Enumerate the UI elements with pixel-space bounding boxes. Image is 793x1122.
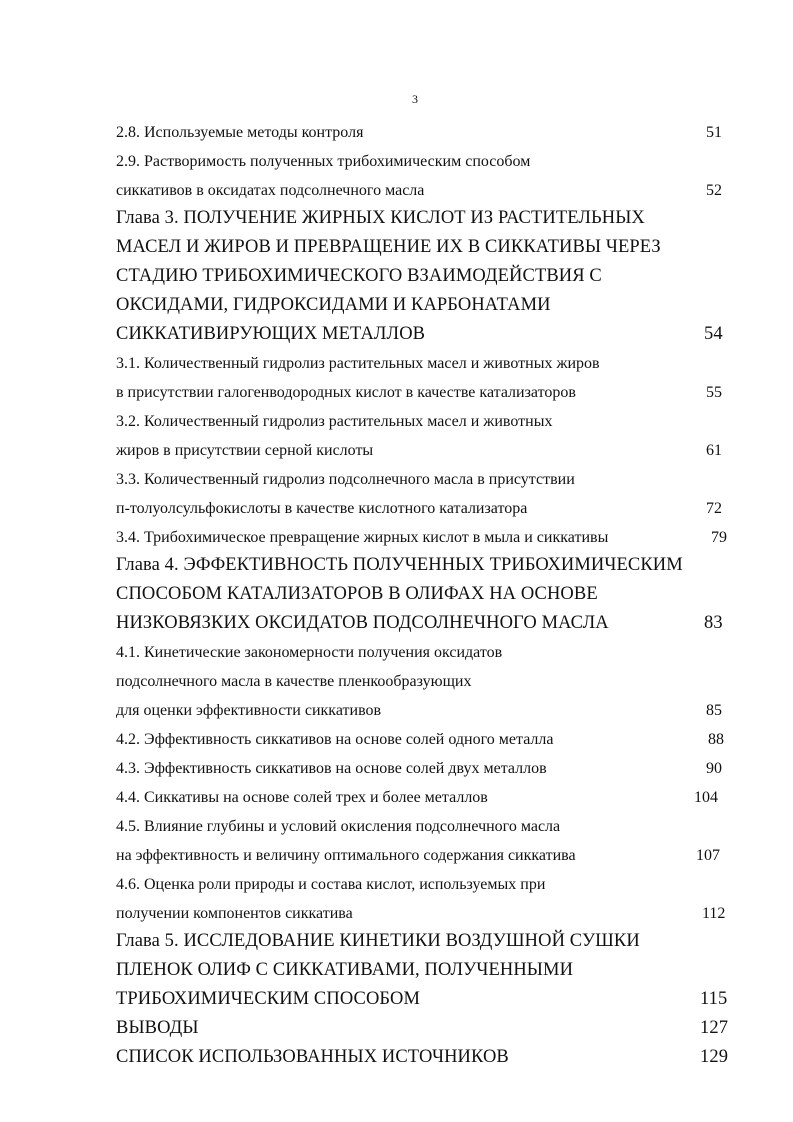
toc-entry (0, 182, 793, 211)
toc-entry-title: ПЛЕНОК ОЛИФ С СИККАТИВАМИ, ПОЛУЧЕННЫМИ (116, 960, 574, 980)
toc-entry-title: 3.3. Количественный гидролиз подсолнечного масла в присутствии (116, 471, 575, 488)
toc-entry-page: 52 (706, 182, 722, 199)
toc-entry-title: Глава 5. ИССЛЕДОВАНИЕ КИНЕТИКИ ВОЗДУШНОЙ СУШКИ (116, 931, 640, 951)
toc-chapter (0, 555, 793, 584)
toc-entry-title: подсолнечного масла в качестве пленкообразующих (116, 673, 472, 690)
toc-entry-title: 4.4. Сиккативы на основе солей трех и более металлов (116, 789, 488, 806)
toc-entry-title: 4.1. Кинетические закономерности получения оксидатов (116, 644, 503, 661)
toc-entry-title: Глава 4. ЭФФЕКТИВНОСТЬ ПОЛУЧЕННЫХ ТРИБОХИМИЧЕСКИМ (116, 555, 683, 575)
toc-entry-title: НИЗКОВЯЗКИХ ОКСИДАТОВ ПОДСОЛНЕЧНОГО МАСЛА (116, 613, 609, 633)
toc-entry-title: жиров в присутствии серной кислоты (116, 442, 374, 459)
toc-entry-page: 88 (708, 731, 724, 748)
toc-entry-title: на эффективность и величину оптимального содержания сиккатива (116, 847, 576, 864)
toc-chapter (0, 613, 793, 642)
toc-entry-title: для оценки эффективности сиккативов (116, 702, 382, 719)
toc-entry (0, 529, 793, 558)
toc-entry (0, 847, 793, 876)
toc-entry-page: 51 (706, 124, 722, 141)
toc-chapter (0, 295, 793, 324)
toc-entry-title: ТРИБОХИМИЧЕСКИМ СПОСОБОМ (116, 989, 421, 1009)
toc-entry-page: 79 (711, 529, 727, 546)
toc-entry (0, 355, 793, 384)
toc-entry-title: 4.3. Эффективность сиккативов на основе солей двух металлов (116, 760, 547, 777)
toc-entry-page: 55 (706, 384, 722, 401)
toc-entry-title: 2.9. Растворимость полученных трибохимическим способом (116, 153, 531, 170)
toc-entry-title: 4.2. Эффективность сиккативов на основе солей одного металла (116, 731, 554, 748)
toc-entry-title: получении компонентов сиккатива (116, 905, 353, 922)
toc-entry (0, 702, 793, 731)
toc-entry-title: 2.8. Используемые методы контроля (116, 124, 364, 141)
toc-chapter (0, 584, 793, 613)
toc-entry (0, 413, 793, 442)
toc-chapter (0, 989, 793, 1018)
toc-entry-page: 90 (706, 760, 722, 777)
toc-chapter (0, 931, 793, 960)
toc-entry-title: в присутствии галогенводородных кислот в качестве катализаторов (116, 384, 576, 401)
toc-entry-title: 3.2. Количественный гидролиз растительных масел и животных (116, 413, 553, 430)
toc-entry (0, 789, 793, 818)
toc-entry-page: 85 (706, 702, 722, 719)
toc-entry-title: СТАДИЮ ТРИБОХИМИЧЕСКОГО ВЗАИМОДЕЙСТВИЯ С (116, 266, 602, 286)
toc-entry (0, 500, 793, 529)
toc-chapter (0, 266, 793, 295)
toc-entry (0, 673, 793, 702)
toc-entry-page: 129 (700, 1047, 729, 1067)
toc-entry-title: Глава 3. ПОЛУЧЕНИЕ ЖИРНЫХ КИСЛОТ ИЗ РАСТИТЕЛЬНЫХ (116, 208, 645, 228)
toc-entry (0, 818, 793, 847)
toc-entry-page: 72 (706, 500, 722, 517)
toc-entry (0, 124, 793, 153)
toc-entry-title: п-толуолсульфокислоты в качестве кислотного катализатора (116, 500, 528, 517)
toc-entry (0, 905, 793, 934)
toc-entry-page: 104 (694, 789, 718, 806)
toc-entry-page: 115 (700, 989, 728, 1009)
toc-entry-title: 4.5. Влияние глубины и условий окисления подсолнечного масла (116, 818, 561, 835)
toc-chapter (0, 208, 793, 237)
toc-chapter (0, 1018, 793, 1047)
toc-entry-title: ОКСИДАМИ, ГИДРОКСИДАМИ И КАРБОНАТАМИ (116, 295, 551, 315)
toc-entry-page: 54 (704, 324, 723, 344)
toc-chapter (0, 324, 793, 353)
toc-entry-page: 107 (696, 847, 720, 864)
toc-entry (0, 644, 793, 673)
toc-entry (0, 760, 793, 789)
toc-entry-page: 83 (704, 613, 723, 633)
toc-entry-title: СИККАТИВИРУЮЩИХ МЕТАЛЛОВ (116, 324, 426, 344)
toc-entry-title: ВЫВОДЫ (116, 1018, 199, 1038)
toc-entry-title: СПОСОБОМ КАТАЛИЗАТОРОВ В ОЛИФАХ НА ОСНОВЕ (116, 584, 598, 604)
page-number: 3 (412, 92, 418, 106)
toc-entry (0, 384, 793, 413)
toc-entry-title: сиккативов в оксидатах подсолнечного масла (116, 182, 425, 199)
toc-entry-title: 3.1. Количественный гидролиз растительных масел и животных жиров (116, 355, 600, 372)
toc-chapter (0, 960, 793, 989)
toc-entry (0, 876, 793, 905)
toc-entry-title: СПИСОК ИСПОЛЬЗОВАННЫХ ИСТОЧНИКОВ (116, 1047, 509, 1067)
toc-entry-title: МАСЕЛ И ЖИРОВ И ПРЕВРАЩЕНИЕ ИХ В СИККАТИВЫ ЧЕРЕЗ (116, 237, 661, 257)
toc-entry-page: 61 (706, 442, 722, 459)
toc-entry-title: 3.4. Трибохимическое превращение жирных кислот в мыла и сиккативы (116, 529, 609, 546)
toc-entry-page: 112 (702, 905, 726, 922)
toc-chapter (0, 237, 793, 266)
toc-entry-title: 4.6. Оценка роли природы и состава кислот, используемых при (116, 876, 546, 893)
toc-entry (0, 731, 793, 760)
toc-entry (0, 153, 793, 182)
toc-entry (0, 442, 793, 471)
toc-entry-page: 127 (700, 1018, 729, 1038)
toc-entry (0, 471, 793, 500)
toc-chapter (0, 1047, 793, 1076)
